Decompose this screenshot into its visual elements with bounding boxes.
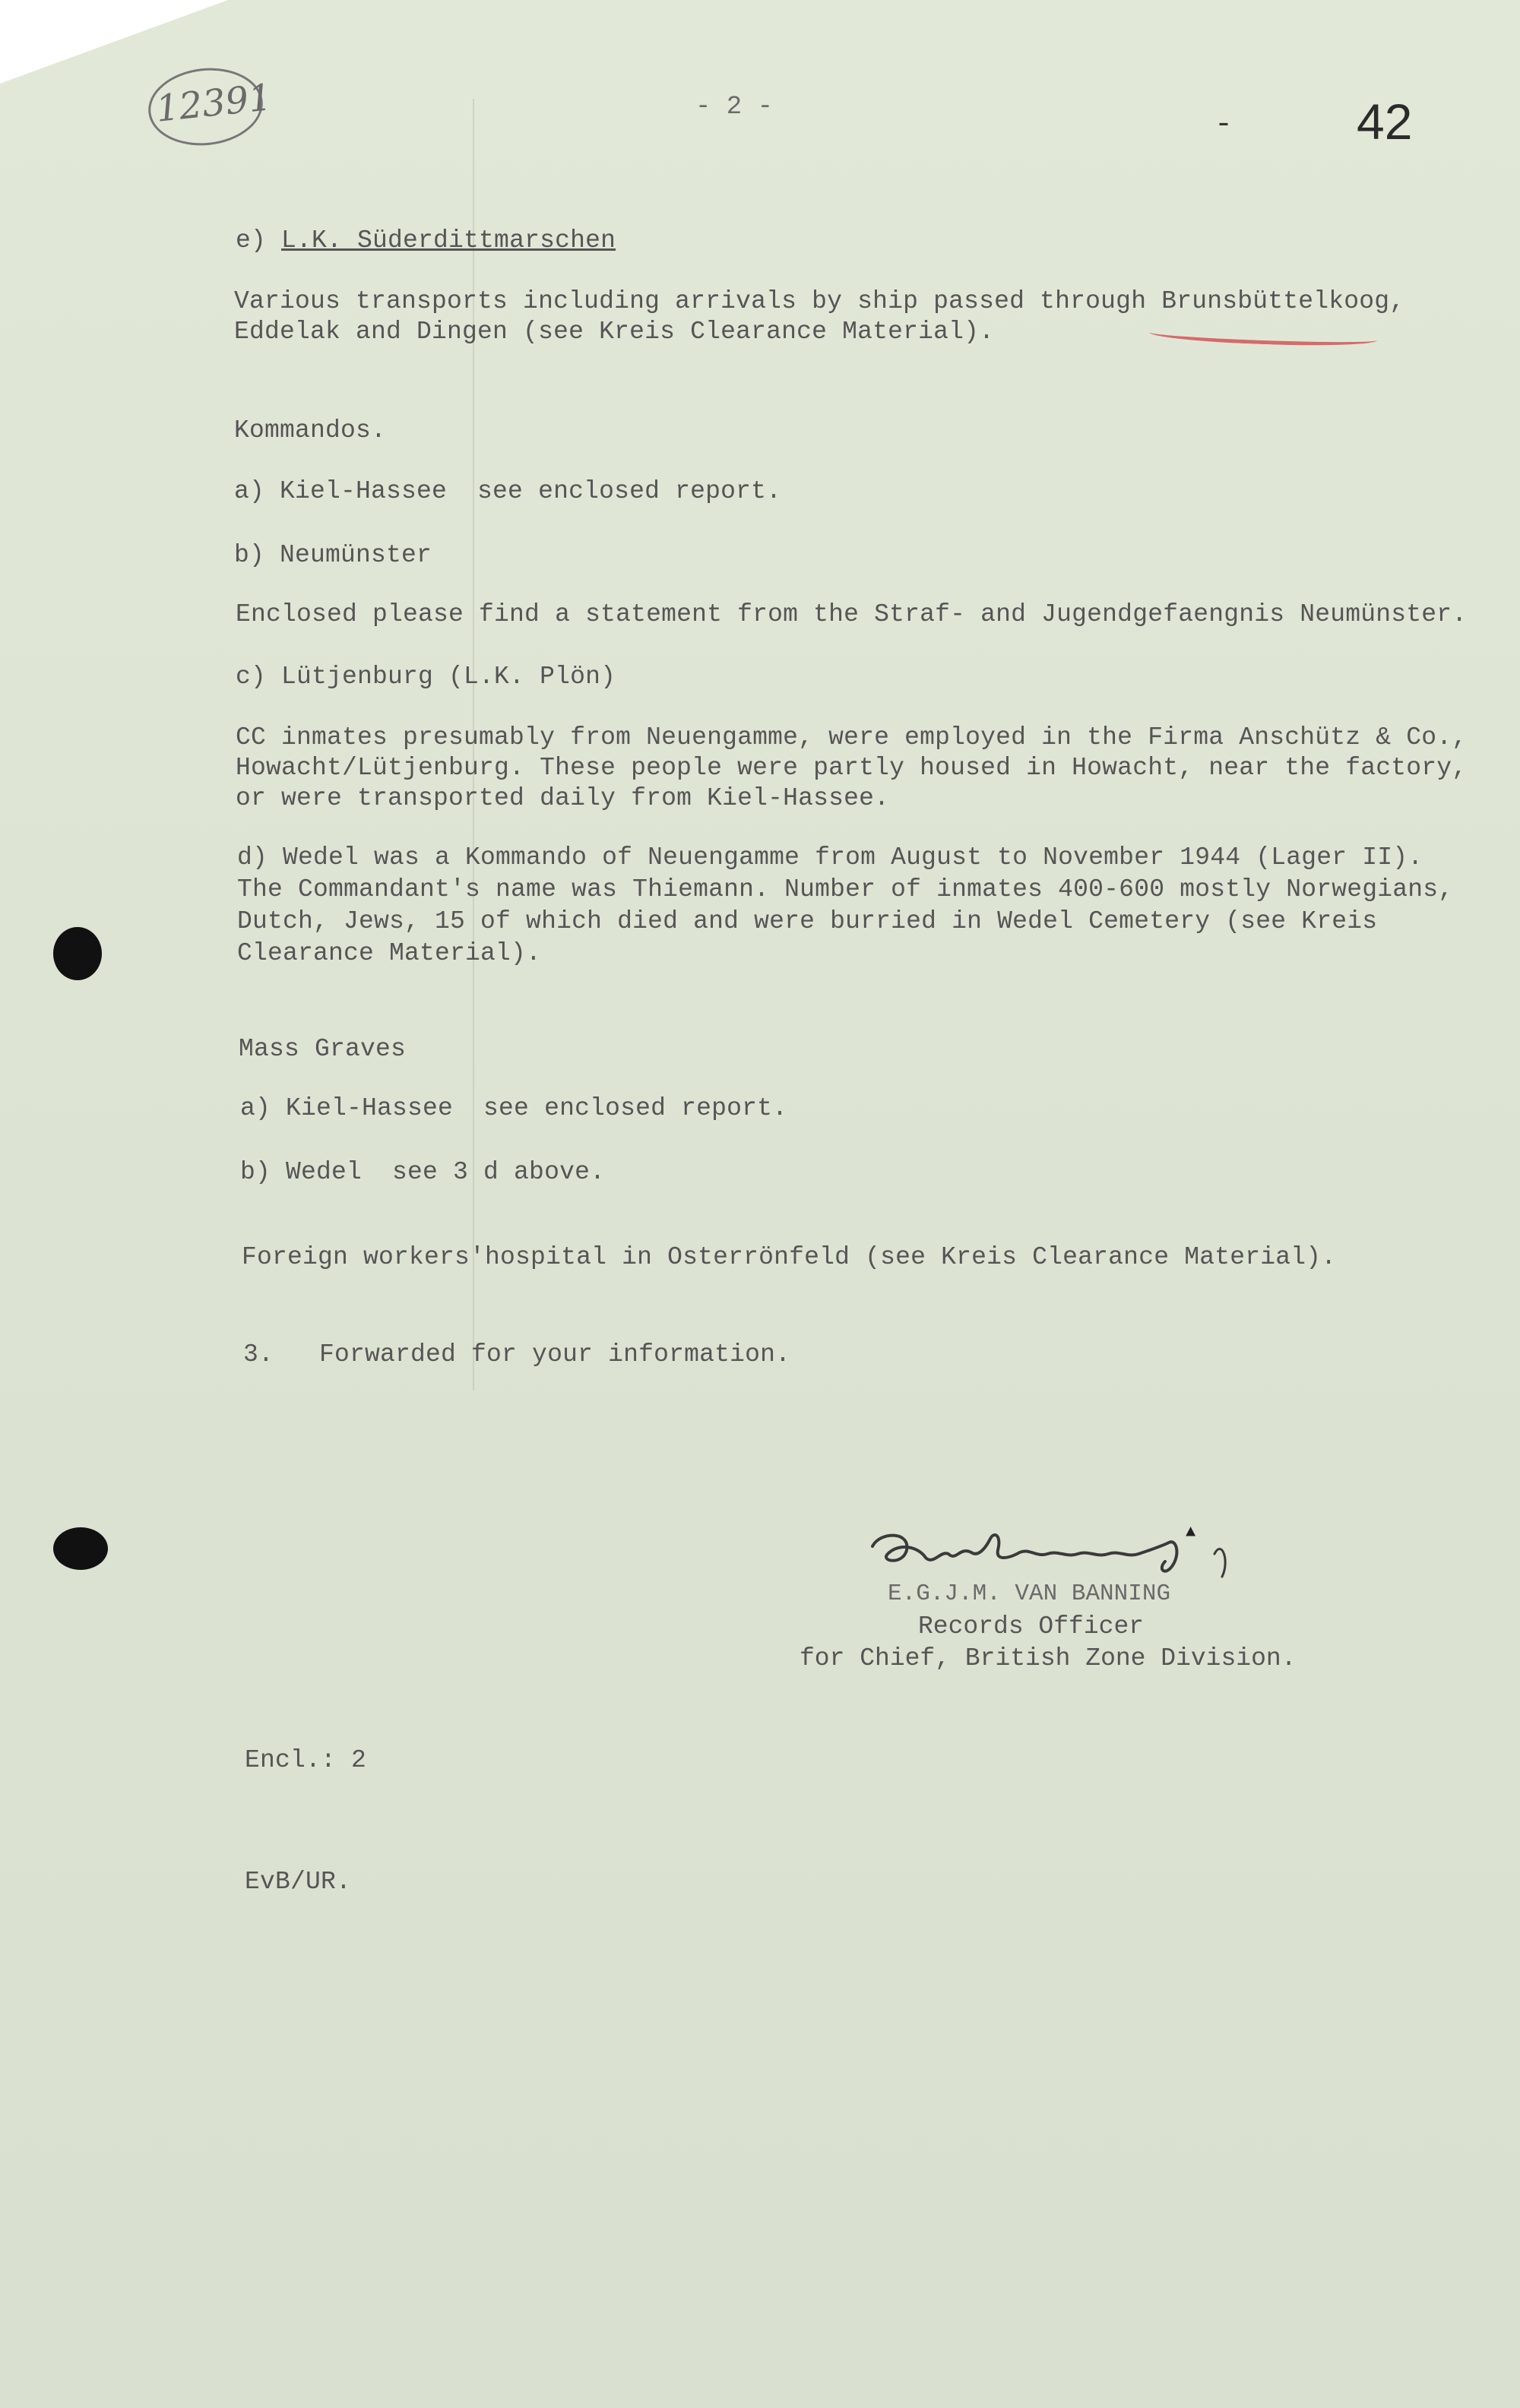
signatory-for-line: for Chief, British Zone Division. <box>800 1644 1297 1672</box>
section-e-heading <box>236 226 616 255</box>
punch-hole-bottom <box>53 1527 108 1570</box>
section-e-title: L.K. Süderdittmarschen <box>281 226 616 255</box>
signatory-name: E.G.J.M. VAN BANNING <box>888 1581 1171 1607</box>
para-c-line-2: Howacht/Lütjenburg. These people were partly housed in Howacht, near the factory, <box>236 754 1468 782</box>
para-d-line-1: d) Wedel was a Kommando of Neuengamme from August to November 1944 (Lager II). <box>237 843 1423 872</box>
para-e-line-1: Various transports including arrivals by ship passed through Brunsbüttelkoog, <box>234 287 1405 315</box>
kommando-a: a) Kiel-Hassee see enclosed report. <box>234 477 782 505</box>
mass-graves-a: a) Kiel-Hassee see enclosed report. <box>240 1094 788 1122</box>
para-c-line-1: CC inmates presumably from Neuengamme, were employed in the Firma Anschütz & Co., <box>236 723 1468 752</box>
mass-graves-heading: Mass Graves <box>239 1035 407 1063</box>
para-d-line-3: Dutch, Jews, 15 of which died and were burried in Wedel Cemetery (see Kreis <box>237 907 1378 935</box>
reference-initials: EvB/UR. <box>245 1868 352 1896</box>
forwarded-line: 3. Forwarded for your information. <box>243 1340 791 1369</box>
section-e-prefix: e) <box>236 226 282 255</box>
mass-graves-b: b) Wedel see 3 d above. <box>240 1158 606 1186</box>
signatory-title: Records Officer <box>918 1612 1145 1641</box>
para-b: Enclosed please find a statement from the Straf- and Jugendgefaengnis Neumünster. <box>236 600 1468 628</box>
punch-hole-top <box>53 927 102 980</box>
folio-number: 42 <box>1357 93 1413 150</box>
foreign-workers-hospital: Foreign workers'hospital in Osterrönfeld (see Kreis Clearance Material). <box>242 1243 1337 1271</box>
para-c-line-3: or were transported daily from Kiel-Hassee. <box>236 784 890 812</box>
para-e-line-2: Eddelak and Dingen (see Kreis Clearance Material). <box>234 318 995 346</box>
para-d-line-2: The Commandant's name was Thiemann. Number of inmates 400-600 mostly Norwegians, <box>237 875 1454 903</box>
page-number: - 2 - <box>695 93 774 122</box>
dash-mark: - <box>1214 108 1233 142</box>
kommando-c: c) Lütjenburg (L.K. Plön) <box>236 663 616 691</box>
enclosures-note: Encl.: 2 <box>245 1746 367 1774</box>
archive-stamp-number: 12391 <box>154 76 274 131</box>
handwritten-signature <box>865 1524 1237 1581</box>
kommandos-heading: Kommandos. <box>234 416 387 445</box>
signature-accent-mark: ▲ <box>1186 1523 1196 1542</box>
red-pencil-underline <box>1149 324 1378 348</box>
para-d-line-4: Clearance Material). <box>237 939 542 967</box>
kommando-b: b) Neumünster <box>234 541 432 569</box>
